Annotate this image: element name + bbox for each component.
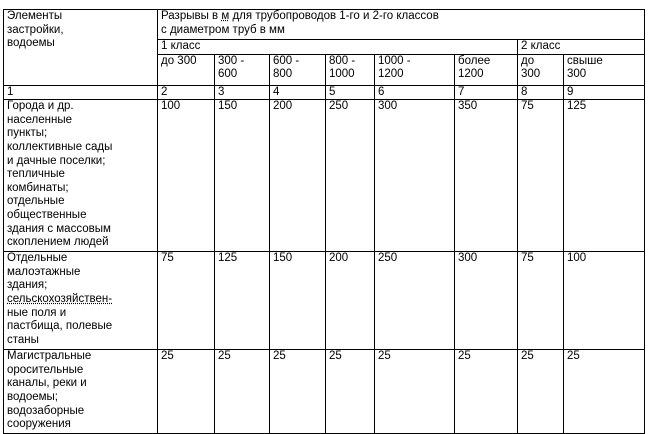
table-row	[4, 252, 645, 350]
value-cell: 200	[326, 252, 375, 350]
column-number: 9	[564, 85, 645, 100]
corner-header-line: застройки,	[7, 23, 64, 36]
value-cell: 25	[158, 350, 215, 434]
column-number: 7	[455, 85, 518, 100]
value-cell: 250	[375, 252, 455, 350]
class1-header: 1 класс	[158, 40, 518, 55]
value-cell: 25	[215, 350, 270, 434]
class2-header: 2 класс	[518, 40, 645, 55]
corner-header-line: водоемы	[7, 37, 55, 50]
header-row-main	[4, 10, 645, 40]
diameter-header: 600 - 800	[270, 54, 326, 85]
column-number: 2	[158, 85, 215, 100]
row-label: Отдельные малоэтажные здания; сельскохозяйствен- ные поля и пастбища, полевые станы	[4, 252, 158, 350]
value-cell: 300	[375, 100, 455, 252]
corner-header-line: Элементы	[7, 10, 63, 22]
main-header-line-2: с диаметром труб в мм	[161, 23, 285, 36]
row-label: Магистральные оросительные каналы, реки и водоемы; водозаборные сооружения	[4, 350, 158, 434]
value-cell: 25	[375, 350, 455, 434]
value-cell: 350	[455, 100, 518, 252]
value-cell: 100	[564, 252, 645, 350]
column-number: 3	[215, 85, 270, 100]
column-number: 6	[375, 85, 455, 100]
diameter-header: более 1200	[455, 54, 518, 85]
diameter-header: 800 - 1000	[326, 54, 375, 85]
column-number: 5	[326, 85, 375, 100]
value-cell: 300	[455, 252, 518, 350]
value-cell: 75	[518, 100, 564, 252]
row-label: Города и др. населенные пункты; коллективные сады и дачные поселки; тепличные комбинаты; отдельные общественные здания с массовым скоплением людей	[4, 100, 158, 252]
unit-meters: м	[221, 10, 230, 22]
column-number: 4	[270, 85, 326, 100]
diameter-header: свыше 300	[564, 54, 645, 85]
diameter-header: 1000 - 1200	[375, 54, 455, 85]
value-cell: 75	[158, 252, 215, 350]
main-header-cell	[158, 10, 645, 40]
table-row	[4, 100, 645, 252]
value-cell: 150	[215, 100, 270, 252]
value-cell: 100	[158, 100, 215, 252]
value-cell: 25	[326, 350, 375, 434]
value-cell: 150	[270, 252, 326, 350]
value-cell: 25	[455, 350, 518, 434]
value-cell: 25	[564, 350, 645, 434]
column-number-row	[4, 85, 645, 100]
value-cell: 125	[564, 100, 645, 252]
main-header-line-1: Разрывы в м для трубопроводов 1-го и 2-го классов	[161, 10, 439, 22]
corner-header-cell	[4, 10, 158, 86]
value-cell: 125	[215, 252, 270, 350]
column-number: 8	[518, 85, 564, 100]
diameter-header: до 300	[518, 54, 564, 85]
value-cell: 25	[518, 350, 564, 434]
value-cell: 200	[270, 100, 326, 252]
value-cell: 25	[270, 350, 326, 434]
column-number: 1	[4, 85, 158, 100]
pipeline-distance-table	[3, 9, 645, 434]
diameter-header: до 300	[158, 54, 215, 85]
diameter-header: 300 - 600	[215, 54, 270, 85]
value-cell: 75	[518, 252, 564, 350]
table-row	[4, 350, 645, 434]
value-cell: 250	[326, 100, 375, 252]
